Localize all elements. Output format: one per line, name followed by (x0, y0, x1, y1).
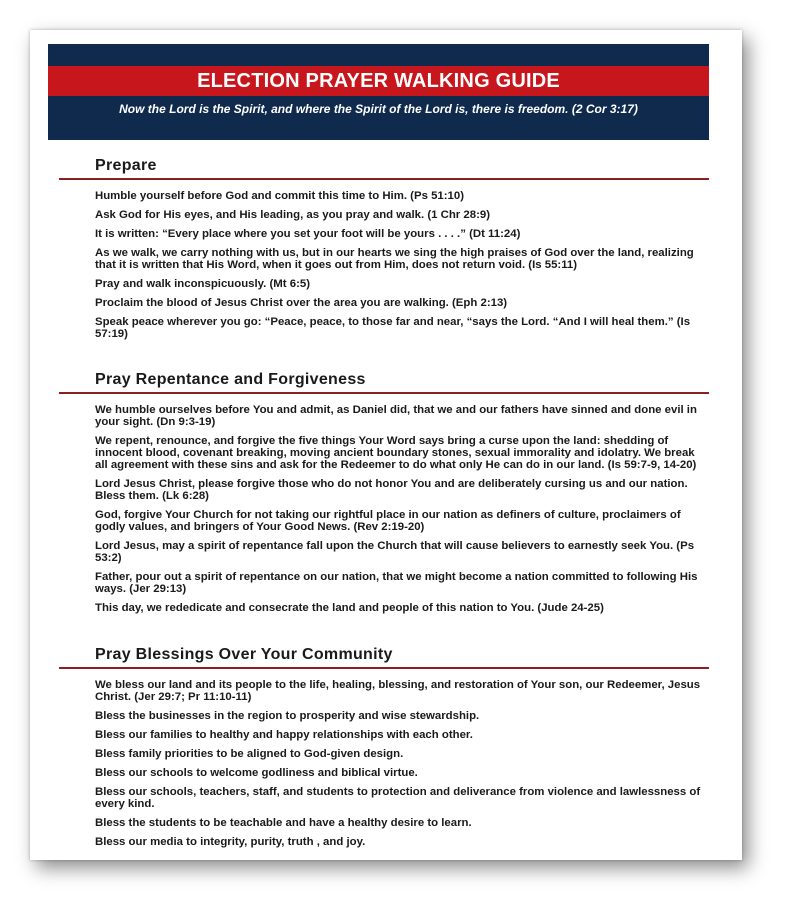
list-item: Proclaim the blood of Jesus Christ over the area you are walking. (Eph 2:13) (95, 297, 508, 309)
document-page (30, 30, 742, 860)
list-item: Bless family priorities to be aligned to God-given design. (95, 748, 404, 760)
list-item: This day, we rededicate and consecrate the land and people of this nation to You. (Jude 24-25) (95, 602, 604, 614)
list-item: Bless our media to integrity, purity, truth , and joy. (95, 836, 366, 848)
prayer-list (59, 669, 709, 848)
list-item: Lord Jesus, may a spirit of repentance fall upon the Church that will cause believers to earnestly seek You. (Ps 53:2) (95, 540, 695, 564)
list-item: Bless our schools to welcome godliness and biblical virtue. (95, 767, 418, 779)
list-item: We humble ourselves before You and admit, as Daniel did, that we and our fathers have sinned and done evil in your sight. (Dn 9:3-19) (95, 404, 697, 428)
header-banner (48, 44, 709, 140)
section-heading: Prepare (95, 157, 157, 174)
list-item: Bless our families to healthy and happy relationships with each other. (95, 729, 473, 741)
list-item: Lord Jesus Christ, please forgive those who do not honor You and are deliberately cursing us and our nation. Bless them. (Lk 6:28) (95, 478, 688, 502)
list-item: Pray and walk inconspicuously. (Mt 6:5) (95, 278, 310, 290)
document-title: ELECTION PRAYER WALKING GUIDE (197, 70, 560, 92)
prayer-list (59, 394, 709, 614)
section-prepare (59, 155, 709, 347)
list-item: Speak peace wherever you go: “Peace, peace, to those far and near, “says the Lord. “And I will heal them.” (Is 57:19) (95, 316, 691, 340)
list-item: Bless our schools, teachers, staff, and students to protection and deliverance from violence and lawlessness of every kind. (95, 786, 701, 810)
list-item: We repent, renounce, and forgive the five things Your Word says bring a curse upon the land: shedding of innocent blood, covenant breaking, moving ancient boundary stones, sexual immorality and idolatry. We break all agreement with these sins and ask for the Redeemer to do what only He can do in our land. (Is 59:7-9, 14-20) (95, 435, 697, 471)
section-blessings (59, 644, 709, 855)
list-item: As we walk, we carry nothing with us, but in our hearts we sing the high praises of God over the land, realizing that it is written that His Word, when it goes out from Him, does not return void. (Is 55:11) (95, 247, 694, 271)
list-item: Humble yourself before God and commit this time to Him. (Ps 51:10) (95, 190, 464, 202)
list-item: Bless the businesses in the region to prosperity and wise stewardship. (95, 710, 480, 722)
list-item: It is written: “Every place where you set your foot will be yours . . . .” (Dt 11:24) (95, 228, 521, 240)
list-item: Father, pour out a spirit of repentance on our nation, that we might become a nation committed to following His ways. (Jer 29:13) (95, 571, 698, 595)
section-heading: Pray Blessings Over Your Community (95, 646, 393, 663)
section-heading: Pray Repentance and Forgiveness (95, 371, 366, 388)
list-item: Bless the students to be teachable and have a healthy desire to learn. (95, 817, 472, 829)
section-repentance (59, 369, 709, 621)
list-item: Ask God for His eyes, and His leading, as you pray and walk. (1 Chr 28:9) (95, 209, 490, 221)
header-verse: Now the Lord is the Spirit, and where the Spirit of the Lord is, there is freedom. (2 Cor 3:17) (119, 102, 638, 116)
list-item: We bless our land and its people to the life, healing, blessing, and restoration of Your son, our Redeemer, Jesus Christ. (Jer 29:7; Pr 11:10-11) (95, 679, 701, 703)
prayer-list (59, 180, 709, 340)
list-item: God, forgive Your Church for not taking our rightful place in our nation as definers of culture, proclaimers of godly values, and bringers of Your Good News. (Rev 2:19-20) (95, 509, 681, 533)
